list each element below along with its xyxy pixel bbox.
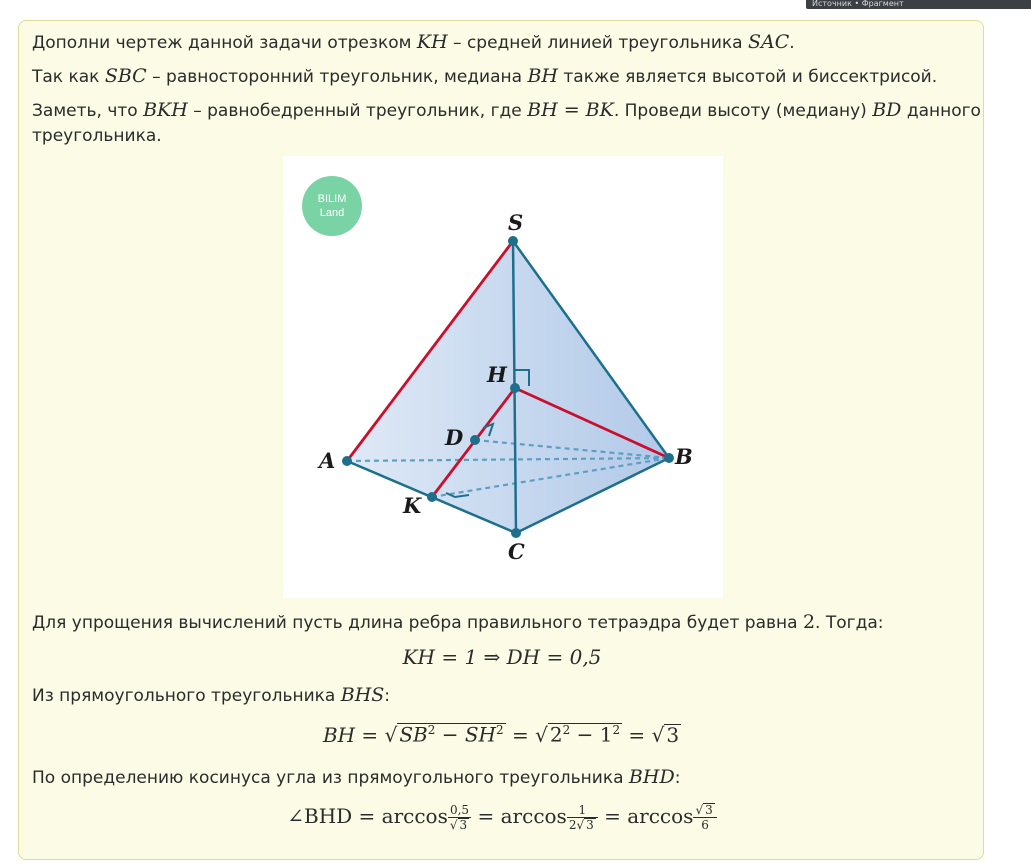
text: – средней линией треугольника [447, 33, 748, 53]
text: – равнобедренный треугольник, где [187, 101, 528, 121]
point-h [510, 383, 520, 393]
text: Так как [32, 67, 105, 87]
math-kh: KH [416, 31, 448, 53]
text: Из прямоугольного треугольника [32, 686, 341, 706]
point-k [427, 492, 437, 502]
numerator: 0,5 [448, 803, 471, 818]
solution-card [18, 20, 984, 860]
text: : [674, 768, 681, 788]
paragraph-3 [32, 97, 981, 124]
point-s [508, 236, 518, 246]
text: . Тогда: [815, 613, 884, 633]
text: – равносторонний треугольник, медиана [146, 67, 528, 87]
formula-lhs: BH = [322, 723, 385, 747]
math-bhd: BHD [628, 766, 675, 788]
denominator: 2√ 3 [568, 818, 594, 832]
numerator: √ 3 [693, 803, 716, 818]
tetrahedron-figure [283, 156, 723, 598]
text: Для упрощения вычислений пусть длина ребра правильного тетраэдра будет равна [32, 613, 803, 633]
paragraph-4 [32, 609, 883, 636]
label-h: H [487, 362, 507, 387]
toolbar-text: Источник • Фрагмент [812, 0, 904, 8]
fraction-3 [693, 803, 716, 832]
point-a [342, 456, 352, 466]
tetrahedron-svg [283, 156, 723, 598]
formula-angle-bhd [19, 803, 985, 832]
label-s: S [508, 210, 524, 235]
coef: 2 [568, 818, 577, 832]
point-c [511, 528, 521, 538]
num-root: 3 [705, 803, 713, 817]
label-c: C [508, 539, 525, 564]
angle-lhs: ∠BHD = arccos [287, 804, 448, 828]
text: . [789, 33, 795, 53]
text: также является высотой и биссектрисой. [558, 67, 938, 87]
label-k: K [403, 493, 422, 518]
math-bd: BD [872, 99, 902, 121]
paragraph-1 [32, 29, 795, 56]
math-two: 2 [802, 611, 816, 633]
paragraph-3-cont [32, 123, 162, 149]
point-d [470, 435, 480, 445]
sup: 2 [612, 723, 621, 738]
sup: 2 [562, 723, 571, 738]
sup: 2 [427, 723, 436, 738]
math-sbc: SBC [104, 65, 147, 87]
formula-kh-dh: KH = 1 ⇒ DH = 0,5 [402, 645, 602, 669]
paragraph-2 [32, 63, 937, 90]
label-b: B [675, 444, 693, 469]
text: . Проведи высоту (медиану) [613, 101, 873, 121]
fraction-1 [448, 803, 471, 832]
text: По определению косинуса угла из прямоугольного треугольника [32, 768, 629, 788]
denominator: 6 [701, 818, 709, 832]
formula-bh: BH = √ $SB^2 - SH^2$ = √ $2^2 - 1^2$ = √ 3 [322, 723, 680, 747]
eq-arccos: = arccos [471, 804, 567, 828]
math-sac: SAC [748, 31, 790, 53]
equals: = [505, 723, 536, 747]
label-d: D [445, 425, 464, 450]
one: − 1 [570, 723, 613, 747]
logo-text-1: BILIM [317, 193, 347, 205]
two: 2 [549, 723, 563, 747]
text: Дополни чертеж данной задачи отрезком [32, 33, 417, 53]
top-toolbar-strip [806, 0, 1031, 9]
math-bhs: BHS [340, 684, 385, 706]
logo-text-2: Land [319, 207, 345, 219]
text: : [384, 686, 391, 706]
math-bh-eq-bk: BH = BK [527, 99, 614, 121]
numerator: 1 [567, 803, 598, 818]
den-root: 3 [459, 818, 468, 832]
eq-arccos: = arccos [597, 804, 694, 828]
sh: − SH [435, 723, 496, 747]
den-root: 3 [586, 818, 594, 832]
math-bkh: BKH [143, 99, 188, 121]
three: 3 [666, 723, 680, 747]
text: данного [901, 101, 981, 121]
paragraph-5 [32, 682, 390, 709]
denominator: √ 3 [449, 818, 468, 832]
text: Заметь, что [32, 101, 144, 121]
tetra-faces [347, 241, 669, 533]
sup: 2 [495, 723, 504, 738]
sb: SB [399, 723, 428, 747]
bilimland-logo [302, 176, 362, 236]
text: треугольника. [32, 126, 162, 146]
equals: = [622, 723, 652, 747]
fraction-2 [567, 803, 598, 832]
paragraph-6 [32, 764, 680, 791]
math-bh: BH [527, 65, 558, 87]
point-b [664, 453, 674, 463]
label-a: A [319, 448, 336, 473]
